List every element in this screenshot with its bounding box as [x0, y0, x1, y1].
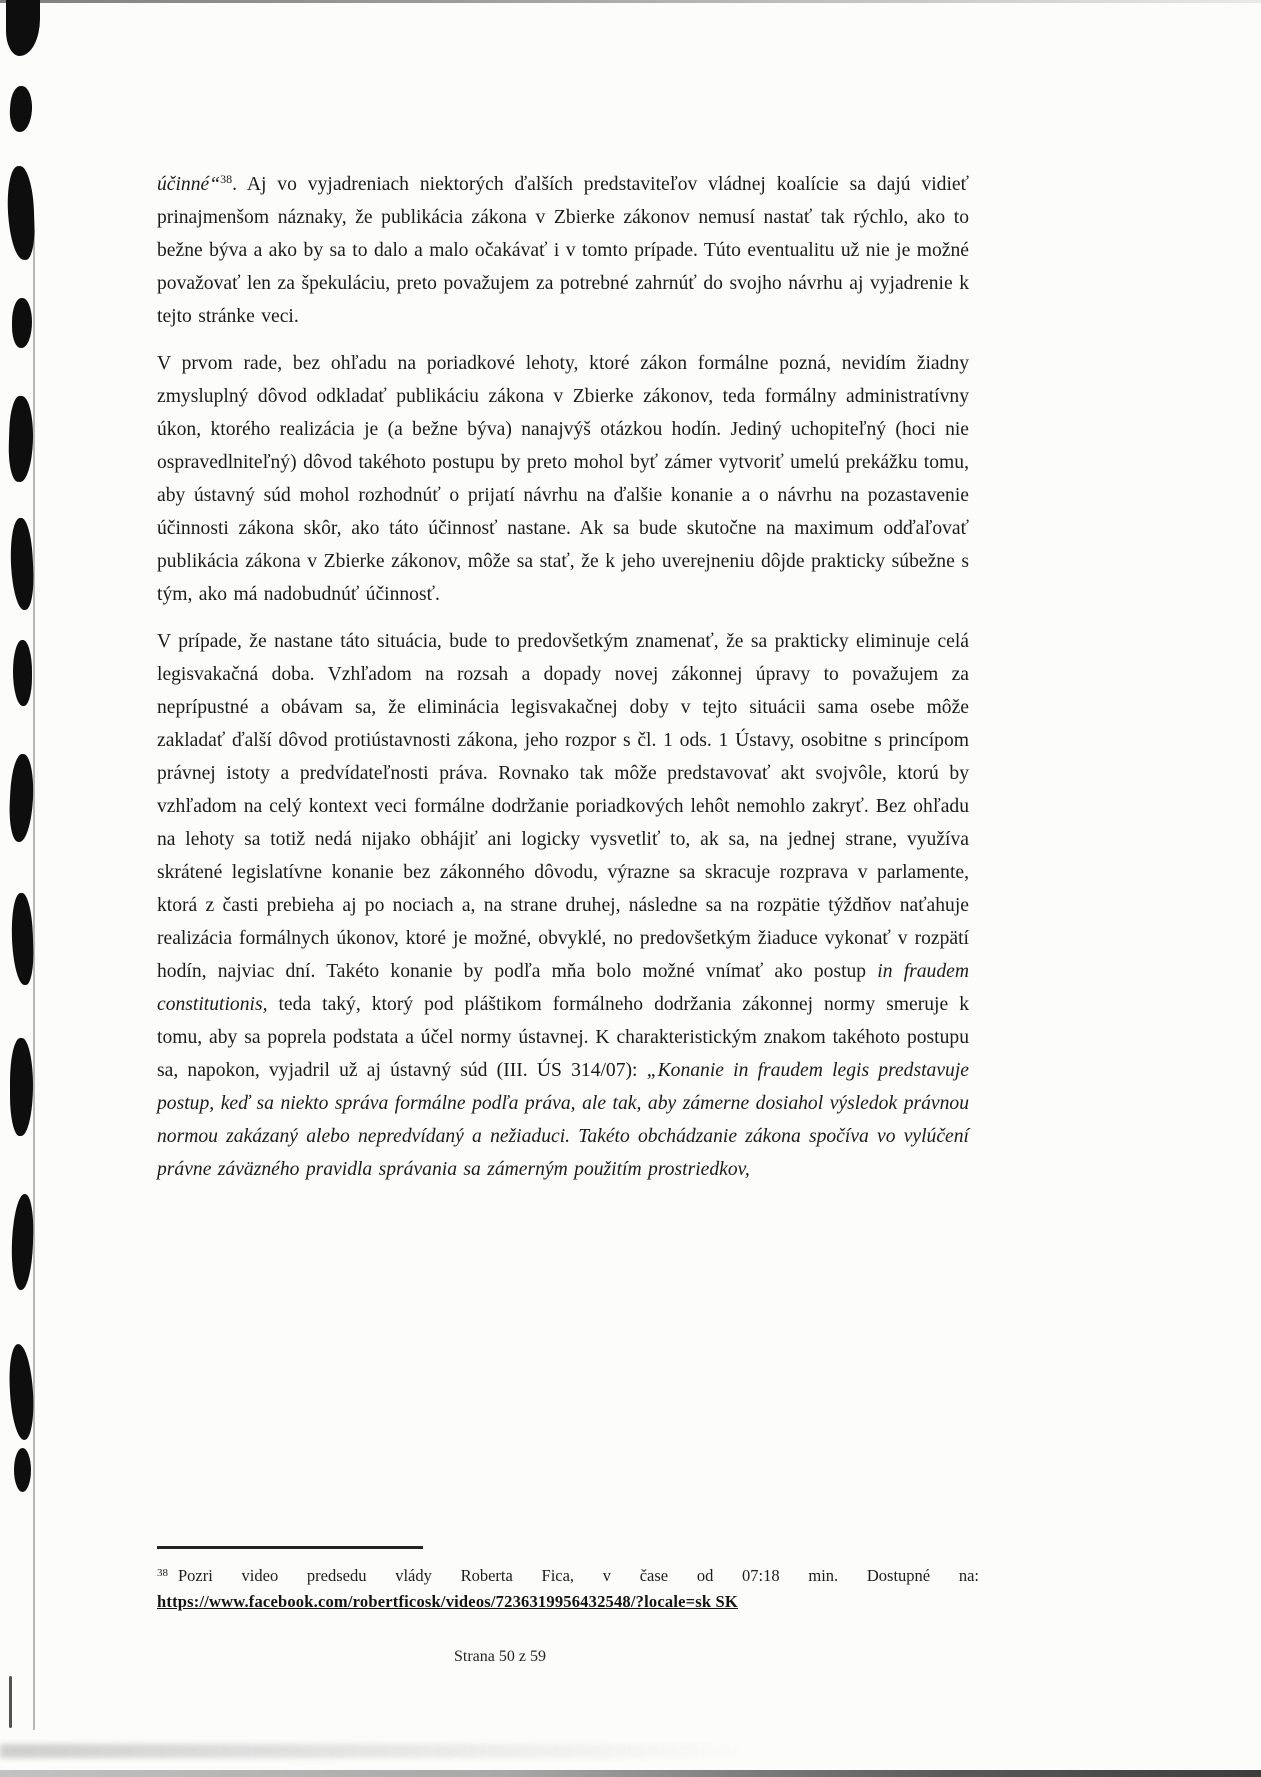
scan-edge-bottom [0, 1770, 1261, 1777]
quotation-text: „Konanie in fraudem legis predstavuje postup, keď sa niekto správa formálne podľa práva, ale tak, aby zámerne dosiahol výsledok právnou normou zakázaný alebo nepredvídaný a nežiaduci. Takéto obchádzanie zákona spočíva vo vylúčení právne záväzného pravidla správania sa zámerným použitím prostriedkov, [157, 1060, 969, 1180]
scan-vertical-mark [9, 1676, 12, 1728]
scan-artifact [8, 85, 33, 132]
scan-artifact [13, 640, 32, 706]
scan-artifact [8, 1343, 36, 1440]
scan-artifact [8, 396, 35, 483]
scan-artifact [10, 1194, 34, 1291]
scan-artifact [8, 753, 36, 842]
paragraph-3 [157, 625, 969, 1186]
paragraph-1 [157, 168, 969, 333]
footnote [157, 1560, 979, 1615]
footnote-separator [157, 1546, 423, 1549]
footnote-reference: 38 [220, 172, 233, 186]
footnote-text: Pozri video predsedu vlády Roberta Fica, v čase od 07:18 min. Dostupné na: [178, 1566, 979, 1585]
paragraph-text: . Aj vo vyjadreniach niektorých ďalších predstaviteľov vládnej koalície sa dajú vidieť prinajmenšom náznaky, že publikácia zákona v Zbierke zákonov nemusí nastať tak rýchlo, ako to bežne býva a ako by sa to dalo a malo očakávať i v tomto prípade. Túto eventualitu už nie je možné považovať len za špekuláciu, preto považujem za potrebné zahrnúť do svojho návrhu aj vyjadrenie k tejto stránke veci. [157, 174, 969, 327]
scan-artifact [6, 0, 40, 56]
footnote-marker: 38 [157, 1567, 168, 1579]
scan-artifact [12, 298, 32, 348]
scan-artifact [6, 166, 35, 261]
scan-smudge [0, 1744, 760, 1758]
scan-artifact [10, 893, 34, 986]
footnote-link[interactable]: https://www.facebook.com/robertficosk/videos/7236319956432548/?locale=sk SK [157, 1592, 738, 1611]
paragraph-2 [157, 347, 969, 611]
scan-edge-top [0, 0, 1261, 3]
paragraph-text: účinné“ [157, 174, 221, 195]
paragraph-text: V prípade, že nastane táto situácia, bude to predovšetkým znamenať, že sa prakticky eliminuje celá legisvakačná doba. Vzhľadom na rozsah a dopady novej zákonnej úpravy to považujem za neprípustné a obávam sa, že eliminácia legisvakačnej doby v tejto situácii sama osebe môže zakladať ďalší dôvod protiústavnosti zákona, jeho rozpor s čl. 1 ods. 1 Ústavy, osobitne s princípom právnej istoty a predvídateľnosti práva. Rovnako tak môže predstavovať akt svojvôle, ktorú by vzhľadom na celý kontext veci formálne dodržanie poriadkových lehôt nemohlo zakryť. Bez ohľadu na lehoty sa totiž nedá nijako obhájiť ani logicky vysvetliť to, ak sa, na jednej strane, využíva skrátené legislatívne konanie bez zákonného dôvodu, výrazne sa skracuje rozprava v parlamente, ktorá z časti prebieha aj po nociach a, na strane druhej, následne sa na rozpätie týždňov naťahuje realizácia formálnych úkonov, ktoré je možné, obvyklé, no predovšetkým žiaduce vykonať v rozpätí hodín, najviac dní. Takéto konanie by podľa mňa bolo možné vnímať ako postup [157, 631, 969, 982]
text-column [157, 168, 969, 1200]
page-number: Strana 50 z 59 [454, 1648, 546, 1665]
paragraph-text: V prvom rade, bez ohľadu na poriadkové lehoty, ktoré zákon formálne pozná, nevidím žiadny zmysluplný dôvod odkladať publikáciu zákona v Zbierke zákonov, teda formálny administratívny úkon, ktorého realizácia je (a bežne býva) nanajvýš otázkou hodín. Jediný uchopiteľný (hoci nie ospravedlniteľný) dôvod takéhoto postupu by preto mohol byť zámer vytvoriť umelú prekážku tomu, aby ústavný súd mohol rozhodnúť o prijatí návrhu na ďalšie konanie a o návrhu na pozastavenie účinnosti zákona skôr, ako táto účinnosť nastane. Ak sa bude skutočne na maximum odďaľovať publikácia zákona v Zbierke zákonov, môže sa stať, že k jeho uverejneniu dôjde prakticky súbežne s tým, ako má nadobudnúť účinnosť. [157, 353, 969, 605]
scan-artifact [9, 517, 36, 610]
paragraph-text-italic: in fraudem constitutionis, [157, 961, 969, 1015]
scan-artifact [14, 1448, 31, 1492]
scan-artifact [10, 1038, 33, 1136]
scan-vertical-line [33, 230, 35, 1730]
paragraph-text: teda taký, ktorý pod pláštikom formálneho dodržania zákonnej normy smeruje k tomu, aby sa poprela podstata a účel normy ústavnej. K charakteristickým znakom takéhoto postupu sa, napokon, vyjadril už aj ústavný súd (III. ÚS 314/07): [157, 994, 969, 1081]
